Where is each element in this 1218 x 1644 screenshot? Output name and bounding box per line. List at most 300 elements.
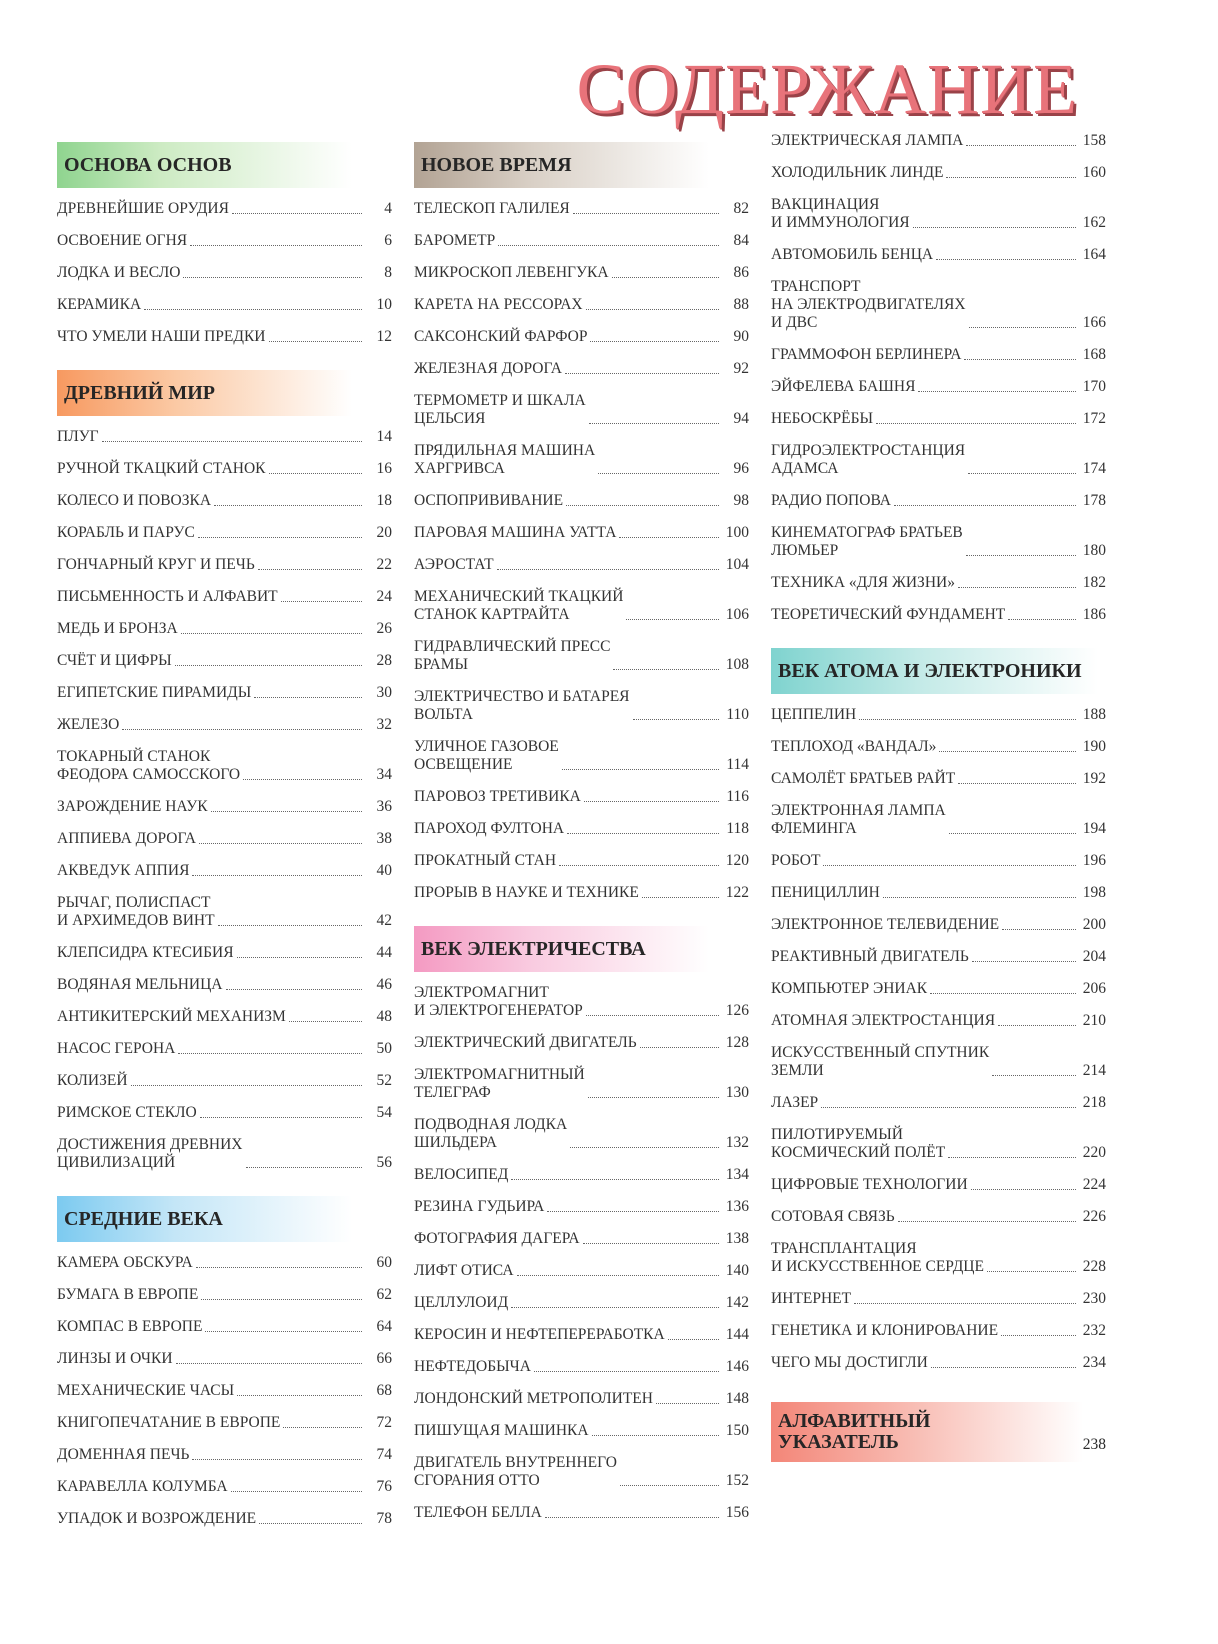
page-number: 24 bbox=[376, 588, 392, 605]
toc-section bbox=[57, 1196, 392, 1528]
toc-entry[interactable] bbox=[414, 1262, 749, 1280]
dot-leader bbox=[201, 1299, 362, 1300]
toc-entry[interactable] bbox=[771, 378, 1106, 396]
entry-title: БАРОМЕТР bbox=[414, 232, 496, 249]
dot-leader bbox=[511, 1307, 719, 1308]
toc-entry[interactable] bbox=[414, 984, 749, 1020]
section-header: СРЕДНИЕ ВЕКА bbox=[57, 1196, 352, 1242]
toc-entry[interactable] bbox=[57, 830, 392, 848]
toc-entry[interactable] bbox=[57, 232, 392, 250]
toc-entry[interactable] bbox=[414, 1166, 749, 1184]
entry-title: ТЕХНИКА «ДЛЯ ЖИЗНИ» bbox=[771, 574, 955, 591]
toc-entry[interactable] bbox=[57, 1478, 392, 1496]
toc-entry[interactable] bbox=[57, 1136, 392, 1172]
entry-title: СОТОВАЯ СВЯЗЬ bbox=[771, 1208, 895, 1225]
toc-entry[interactable] bbox=[414, 1116, 749, 1152]
entry-title: КОРАБЛЬ И ПАРУС bbox=[57, 524, 195, 541]
toc-entry[interactable] bbox=[414, 1326, 749, 1344]
entry-title: МЕДЬ И БРОНЗА bbox=[57, 620, 178, 637]
entry-title: ИСКУССТВЕННЫЙ СПУТНИК ЗЕМЛИ bbox=[771, 1044, 990, 1079]
section-header: ВЕК АТОМА И ЭЛЕКТРОНИКИ bbox=[771, 648, 1098, 694]
dot-leader bbox=[131, 1085, 362, 1086]
toc-entry[interactable] bbox=[57, 1040, 392, 1058]
page-number: 122 bbox=[725, 884, 749, 901]
page-number: 158 bbox=[1082, 132, 1106, 149]
toc-entry[interactable] bbox=[57, 1510, 392, 1528]
toc-entry[interactable] bbox=[771, 802, 1106, 838]
toc-entry[interactable] bbox=[771, 346, 1106, 364]
entry-title: МЕХАНИЧЕСКИЕ ЧАСЫ bbox=[57, 1382, 235, 1399]
dot-leader bbox=[205, 1331, 362, 1332]
page-number: 182 bbox=[1082, 574, 1106, 591]
dot-leader bbox=[859, 719, 1076, 720]
toc-entry[interactable] bbox=[771, 948, 1106, 966]
toc-entry[interactable] bbox=[57, 1318, 392, 1336]
entry-title: ЛОДКА И ВЕСЛО bbox=[57, 264, 181, 281]
toc-entry[interactable] bbox=[414, 638, 749, 674]
toc-entry[interactable] bbox=[771, 574, 1106, 592]
toc-entry[interactable] bbox=[414, 200, 749, 218]
page-number: 232 bbox=[1082, 1322, 1106, 1339]
page-number: 174 bbox=[1082, 460, 1106, 477]
page-number: 172 bbox=[1082, 410, 1106, 427]
entry-title: ЛОНДОНСКИЙ МЕТРОПОЛИТЕН bbox=[414, 1390, 653, 1407]
toc-entry[interactable] bbox=[57, 684, 392, 702]
toc-entry[interactable] bbox=[414, 884, 749, 902]
toc-entry[interactable] bbox=[414, 1390, 749, 1408]
toc-entry[interactable] bbox=[414, 588, 749, 624]
dot-leader bbox=[1008, 619, 1076, 620]
toc-entry[interactable] bbox=[771, 1012, 1106, 1030]
toc-entry[interactable] bbox=[57, 748, 392, 784]
page-number: 150 bbox=[725, 1422, 749, 1439]
toc-entry[interactable] bbox=[414, 688, 749, 724]
page-number: 104 bbox=[725, 556, 749, 573]
entry-title: РЕАКТИВНЫЙ ДВИГАТЕЛЬ bbox=[771, 948, 969, 965]
toc-entry[interactable] bbox=[771, 738, 1106, 756]
entry-title: ГИДРАВЛИЧЕСКИЙ ПРЕСС БРАМЫ bbox=[414, 638, 611, 673]
toc-entry[interactable] bbox=[57, 944, 392, 962]
toc-entry[interactable] bbox=[414, 360, 749, 378]
toc-entry[interactable] bbox=[57, 716, 392, 734]
toc-entry[interactable] bbox=[57, 200, 392, 218]
toc-entry[interactable] bbox=[414, 1454, 749, 1490]
entry-title: ДОМЕННАЯ ПЕЧЬ bbox=[57, 1446, 190, 1463]
toc-entry[interactable] bbox=[414, 1422, 749, 1440]
toc-entry[interactable] bbox=[771, 980, 1106, 998]
toc-entry[interactable] bbox=[771, 1322, 1106, 1340]
entry-title: КЕРОСИН И НЕФТЕПЕРЕРАБОТКА bbox=[414, 1326, 665, 1343]
entry-title: ЧТО УМЕЛИ НАШИ ПРЕДКИ bbox=[57, 328, 266, 345]
toc-entry[interactable] bbox=[57, 976, 392, 994]
toc-entry[interactable] bbox=[771, 852, 1106, 870]
dot-leader bbox=[570, 1147, 719, 1148]
toc-entry[interactable] bbox=[57, 460, 392, 478]
dot-leader bbox=[592, 1435, 719, 1436]
toc-entry[interactable] bbox=[414, 852, 749, 870]
page-number: 6 bbox=[384, 232, 392, 249]
page-number: 116 bbox=[726, 788, 749, 805]
dot-leader bbox=[545, 1517, 719, 1518]
dot-leader bbox=[281, 601, 362, 602]
toc-entry[interactable] bbox=[414, 1358, 749, 1376]
entry-title: ПИЛОТИРУЕМЫЙ КОСМИЧЕСКИЙ ПОЛЁТ bbox=[771, 1126, 946, 1161]
toc-entry[interactable] bbox=[57, 328, 392, 346]
dot-leader bbox=[968, 473, 1076, 474]
dot-leader bbox=[964, 359, 1076, 360]
page-number: 22 bbox=[376, 556, 392, 573]
toc-entry[interactable] bbox=[414, 738, 749, 774]
entry-title: УПАДОК И ВОЗРОЖДЕНИЕ bbox=[57, 1510, 257, 1527]
dot-leader bbox=[497, 569, 719, 570]
toc-column-2 bbox=[414, 142, 749, 1546]
dot-leader bbox=[971, 1189, 1076, 1190]
entry-title: ЛИНЗЫ И ОЧКИ bbox=[57, 1350, 173, 1367]
toc-entry[interactable] bbox=[771, 246, 1106, 264]
page-number: 224 bbox=[1082, 1176, 1106, 1193]
toc-entry[interactable] bbox=[771, 884, 1106, 902]
toc-entry[interactable] bbox=[771, 770, 1106, 788]
entry-title: МЕХАНИЧЕСКИЙ ТКАЦКИЙ СТАНОК КАРТРАЙТА bbox=[414, 588, 624, 623]
page-number: 44 bbox=[376, 944, 392, 961]
page-number: 210 bbox=[1082, 1012, 1106, 1029]
toc-entry[interactable] bbox=[414, 264, 749, 282]
page-number: 128 bbox=[725, 1034, 749, 1051]
dot-leader bbox=[948, 1157, 1076, 1158]
toc-entry[interactable] bbox=[414, 328, 749, 346]
page-number: 46 bbox=[376, 976, 392, 993]
page-number: 204 bbox=[1082, 948, 1106, 965]
toc-section bbox=[414, 142, 749, 902]
dot-leader bbox=[534, 1371, 719, 1372]
dot-leader bbox=[237, 1395, 362, 1396]
dot-leader bbox=[620, 1485, 719, 1486]
page-number: 74 bbox=[376, 1446, 392, 1463]
toc-entry[interactable] bbox=[771, 1354, 1106, 1372]
page-number: 60 bbox=[376, 1254, 392, 1271]
toc-entry[interactable] bbox=[57, 1382, 392, 1400]
dot-leader bbox=[175, 665, 362, 666]
dot-leader bbox=[211, 811, 362, 812]
toc-entry[interactable] bbox=[57, 556, 392, 574]
dot-leader bbox=[214, 505, 362, 506]
page-number: 18 bbox=[376, 492, 392, 509]
dot-leader bbox=[958, 587, 1076, 588]
entry-title: КАРАВЕЛЛА КОЛУМБА bbox=[57, 1478, 228, 1495]
dot-leader bbox=[586, 309, 719, 310]
entry-title: ЖЕЛЕЗНАЯ ДОРОГА bbox=[414, 360, 562, 377]
entry-title: ХОЛОДИЛЬНИК ЛИНДЕ bbox=[771, 164, 944, 181]
entry-title: КЛЕПСИДРА КТЕСИБИЯ bbox=[57, 944, 234, 961]
toc-entry[interactable] bbox=[57, 1414, 392, 1432]
toc-entry[interactable] bbox=[57, 894, 392, 930]
entry-title: АНТИКИТЕРСКИЙ МЕХАНИЗМ bbox=[57, 1008, 286, 1025]
entry-title: АТОМНАЯ ЭЛЕКТРОСТАНЦИЯ bbox=[771, 1012, 996, 1029]
entry-title: ЖЕЛЕЗО bbox=[57, 716, 120, 733]
toc-entry[interactable] bbox=[57, 652, 392, 670]
dot-leader bbox=[190, 245, 362, 246]
entry-title: ГИДРОЭЛЕКТРОСТАНЦИЯ АДАМСА bbox=[771, 442, 966, 477]
page-number: 28 bbox=[376, 652, 392, 669]
toc-entry[interactable] bbox=[414, 492, 749, 510]
dot-leader bbox=[931, 1367, 1076, 1368]
entry-title: ЭЛЕКТРОННОЕ ТЕЛЕВИДЕНИЕ bbox=[771, 916, 1000, 933]
toc-entry[interactable] bbox=[57, 296, 392, 314]
toc-entry[interactable] bbox=[57, 1072, 392, 1090]
dot-leader bbox=[198, 537, 362, 538]
page-number: 140 bbox=[725, 1262, 749, 1279]
toc-entry[interactable] bbox=[414, 296, 749, 314]
page-number: 190 bbox=[1082, 738, 1106, 755]
page-number: 64 bbox=[376, 1318, 392, 1335]
toc-entry[interactable] bbox=[771, 1044, 1106, 1080]
toc-entry[interactable] bbox=[771, 442, 1106, 478]
toc-entry[interactable] bbox=[57, 1008, 392, 1026]
page-number: 8 bbox=[384, 264, 392, 281]
dot-leader bbox=[192, 1459, 362, 1460]
page-number: 168 bbox=[1082, 346, 1106, 363]
entry-title: ЭЛЕКТРИЧЕСТВО И БАТАРЕЯ ВОЛЬТА bbox=[414, 688, 630, 723]
dot-leader bbox=[876, 423, 1076, 424]
page-number: 48 bbox=[376, 1008, 392, 1025]
entry-title: КАМЕРА ОБСКУРА bbox=[57, 1254, 193, 1271]
toc-entry[interactable] bbox=[771, 606, 1106, 624]
toc-entry[interactable] bbox=[414, 442, 749, 478]
page-number: 40 bbox=[376, 862, 392, 879]
dot-leader bbox=[613, 669, 719, 670]
toc-entry[interactable] bbox=[771, 278, 1106, 332]
page-number: 218 bbox=[1082, 1094, 1106, 1111]
toc-column-3 bbox=[771, 132, 1106, 1462]
page-number: 198 bbox=[1082, 884, 1106, 901]
entry-title: РОБОТ bbox=[771, 852, 821, 869]
dot-leader bbox=[181, 633, 362, 634]
dot-leader bbox=[231, 1491, 362, 1492]
toc-entry[interactable] bbox=[57, 1286, 392, 1304]
toc-entry[interactable] bbox=[771, 1240, 1106, 1276]
dot-leader bbox=[183, 277, 362, 278]
toc-entry[interactable] bbox=[414, 1066, 749, 1102]
entry-title: ЭЛЕКТРОМАГНИТНЫЙ ТЕЛЕГРАФ bbox=[414, 1066, 585, 1101]
page-number: 30 bbox=[376, 684, 392, 701]
dot-leader bbox=[199, 843, 362, 844]
section-header: НОВОЕ ВРЕМЯ bbox=[414, 142, 709, 188]
entry-title: КОМПЬЮТЕР ЭНИАК bbox=[771, 980, 928, 997]
toc-entry[interactable] bbox=[414, 1034, 749, 1052]
toc-entry[interactable] bbox=[57, 428, 392, 446]
toc-entry[interactable] bbox=[57, 264, 392, 282]
entry-title: ПЕНИЦИЛЛИН bbox=[771, 884, 880, 901]
toc-entry[interactable] bbox=[771, 132, 1106, 150]
toc-entry[interactable] bbox=[771, 196, 1106, 232]
toc-entry[interactable] bbox=[57, 1446, 392, 1464]
dot-leader bbox=[821, 1107, 1076, 1108]
dot-leader bbox=[1002, 929, 1076, 930]
page-number: 54 bbox=[376, 1104, 392, 1121]
toc-entry[interactable] bbox=[771, 706, 1106, 724]
entry-title: ЦЕППЕЛИН bbox=[771, 706, 857, 723]
dot-leader bbox=[517, 1275, 719, 1276]
entry-title: АВТОМОБИЛЬ БЕНЦА bbox=[771, 246, 934, 263]
page-number: 106 bbox=[725, 606, 749, 623]
dot-leader bbox=[987, 1271, 1076, 1272]
entry-title: САКСОНСКИЙ ФАРФОР bbox=[414, 328, 588, 345]
entry-title: ПИШУЩАЯ МАШИНКА bbox=[414, 1422, 589, 1439]
entry-title: ТРАНСПЛАНТАЦИЯ И ИСКУССТВЕННОЕ СЕРДЦЕ bbox=[771, 1240, 984, 1275]
page-number: 138 bbox=[725, 1230, 749, 1247]
entry-title: ЭЙФЕЛЕВА БАШНЯ bbox=[771, 378, 916, 395]
entry-title: ТЕЛЕФОН БЕЛЛА bbox=[414, 1504, 542, 1521]
toc-entry[interactable] bbox=[414, 392, 749, 428]
toc-entry[interactable] bbox=[414, 232, 749, 250]
entry-title: ПРОРЫВ В НАУКЕ И ТЕХНИКЕ bbox=[414, 884, 639, 901]
page-number: 178 bbox=[1082, 492, 1106, 509]
page-number: 72 bbox=[376, 1414, 392, 1431]
entry-title: РАДИО ПОПОВА bbox=[771, 492, 891, 509]
entry-title: ЕГИПЕТСКИЕ ПИРАМИДЫ bbox=[57, 684, 252, 701]
toc-entry[interactable] bbox=[57, 798, 392, 816]
page-number: 114 bbox=[726, 756, 749, 773]
section-header: ОСНОВА ОСНОВ bbox=[57, 142, 352, 188]
page-number: 226 bbox=[1082, 1208, 1106, 1225]
page-number: 228 bbox=[1082, 1258, 1106, 1275]
dot-leader bbox=[196, 1267, 362, 1268]
page-number: 188 bbox=[1082, 706, 1106, 723]
page-number: 164 bbox=[1082, 246, 1106, 263]
page-number: 162 bbox=[1082, 214, 1106, 231]
toc-entry[interactable] bbox=[414, 1230, 749, 1248]
dot-leader bbox=[972, 961, 1076, 962]
dot-leader bbox=[122, 729, 362, 730]
toc-entry[interactable] bbox=[414, 524, 749, 542]
entry-title: ЭЛЕКТРОННАЯ ЛАМПА ФЛЕМИНГА bbox=[771, 802, 946, 837]
page-number: 92 bbox=[733, 360, 749, 377]
dot-leader bbox=[559, 865, 719, 866]
toc-entry[interactable] bbox=[771, 1290, 1106, 1308]
toc-entry[interactable] bbox=[414, 1504, 749, 1522]
dot-leader bbox=[218, 925, 362, 926]
entry-title: ТОКАРНЫЙ СТАНОК ФЕОДОРА САМОССКОГО bbox=[57, 748, 241, 783]
page-number: 52 bbox=[376, 1072, 392, 1089]
toc-entry[interactable] bbox=[414, 556, 749, 574]
toc-entry[interactable] bbox=[771, 410, 1106, 428]
toc-column-1 bbox=[57, 142, 392, 1552]
dot-leader bbox=[626, 619, 719, 620]
toc-entry[interactable] bbox=[57, 492, 392, 510]
toc-entry[interactable] bbox=[771, 492, 1106, 510]
toc-entry[interactable] bbox=[57, 524, 392, 542]
entry-title: РЫЧАГ, ПОЛИСПАСТ И АРХИМЕДОВ ВИНТ bbox=[57, 894, 215, 929]
toc-entry[interactable] bbox=[57, 1104, 392, 1122]
dot-leader bbox=[619, 537, 719, 538]
dot-leader bbox=[498, 245, 719, 246]
dot-leader bbox=[283, 1427, 362, 1428]
entry-title: ГРАММОФОН БЕРЛИНЕРА bbox=[771, 346, 962, 363]
dot-leader bbox=[883, 897, 1076, 898]
dot-leader bbox=[226, 989, 362, 990]
page-number: 12 bbox=[376, 328, 392, 345]
toc-entry[interactable] bbox=[414, 788, 749, 806]
entry-title: НЕФТЕДОБЫЧА bbox=[414, 1358, 531, 1375]
page-number: 66 bbox=[376, 1350, 392, 1367]
toc-entry[interactable] bbox=[414, 1198, 749, 1216]
entry-title: АКВЕДУК АППИЯ bbox=[57, 862, 190, 879]
entry-title: ТЕЛЕСКОП ГАЛИЛЕЯ bbox=[414, 200, 570, 217]
dot-leader bbox=[969, 327, 1076, 328]
entry-title: ТЕРМОМЕТР И ШКАЛА ЦЕЛЬСИЯ bbox=[414, 392, 586, 427]
entry-title: ПЛУГ bbox=[57, 428, 99, 445]
dot-leader bbox=[200, 1117, 362, 1118]
page-number: 206 bbox=[1082, 980, 1106, 997]
entry-title: ПАРОВОЗ ТРЕТИВИКА bbox=[414, 788, 581, 805]
dot-leader bbox=[565, 373, 719, 374]
toc-entry[interactable] bbox=[771, 916, 1106, 934]
dot-leader bbox=[898, 1221, 1076, 1222]
toc-entry[interactable] bbox=[771, 1176, 1106, 1194]
dot-leader bbox=[936, 259, 1076, 260]
toc-entry[interactable] bbox=[771, 164, 1106, 182]
entry-title: КНИГОПЕЧАТАНИЕ В ЕВРОПЕ bbox=[57, 1414, 281, 1431]
section-header: ДРЕВНИЙ МИР bbox=[57, 370, 352, 416]
page-number: 130 bbox=[725, 1084, 749, 1101]
toc-entry[interactable] bbox=[57, 1350, 392, 1368]
dot-leader bbox=[246, 1167, 363, 1168]
toc-section bbox=[57, 142, 392, 346]
entry-title: БУМАГА В ЕВРОПЕ bbox=[57, 1286, 199, 1303]
entry-title: ЦЕЛЛУЛОИД bbox=[414, 1294, 509, 1311]
toc-section bbox=[771, 132, 1106, 624]
toc-entry[interactable] bbox=[771, 524, 1106, 560]
dot-leader bbox=[590, 341, 719, 342]
dot-leader bbox=[633, 719, 719, 720]
entry-title: АЭРОСТАТ bbox=[414, 556, 494, 573]
page-number: 86 bbox=[733, 264, 749, 281]
dot-leader bbox=[586, 1015, 719, 1016]
entry-title: ЦИФРОВЫЕ ТЕХНОЛОГИИ bbox=[771, 1176, 968, 1193]
entry-title: ГЕНЕТИКА И КЛОНИРОВАНИЕ bbox=[771, 1322, 999, 1339]
toc-entry[interactable] bbox=[57, 1254, 392, 1272]
toc-entry[interactable] bbox=[771, 1208, 1106, 1226]
dot-leader bbox=[144, 309, 362, 310]
dot-leader bbox=[656, 1403, 719, 1404]
dot-leader bbox=[598, 473, 719, 474]
page-number: 4 bbox=[384, 200, 392, 217]
entry-title: ПОДВОДНАЯ ЛОДКА ШИЛЬДЕРА bbox=[414, 1116, 568, 1151]
dot-leader bbox=[237, 957, 362, 958]
toc-entry[interactable] bbox=[771, 1094, 1106, 1112]
toc-entry[interactable] bbox=[57, 588, 392, 606]
page-number: 160 bbox=[1082, 164, 1106, 181]
toc-entry[interactable] bbox=[414, 1294, 749, 1312]
entry-title: ФОТОГРАФИЯ ДАГЕРА bbox=[414, 1230, 580, 1247]
toc-entry[interactable] bbox=[414, 820, 749, 838]
entry-title: КОЛИЗЕЙ bbox=[57, 1072, 128, 1089]
entry-title: ГОНЧАРНЫЙ КРУГ И ПЕЧЬ bbox=[57, 556, 255, 573]
toc-entry[interactable] bbox=[771, 1126, 1106, 1162]
entry-title: КОМПАС В ЕВРОПЕ bbox=[57, 1318, 203, 1335]
toc-entry[interactable] bbox=[57, 862, 392, 880]
toc-entry[interactable] bbox=[57, 620, 392, 638]
entry-title: ПРОКАТНЫЙ СТАН bbox=[414, 852, 557, 869]
alphabetical-index-entry[interactable] bbox=[771, 1402, 1106, 1462]
page-number: 34 bbox=[376, 766, 392, 783]
entry-title: ПИСЬМЕННОСТЬ И АЛФАВИТ bbox=[57, 588, 278, 605]
page-number: 126 bbox=[725, 1002, 749, 1019]
toc-section bbox=[414, 926, 749, 1522]
dot-leader bbox=[243, 779, 362, 780]
page-number: 166 bbox=[1082, 314, 1106, 331]
dot-leader bbox=[259, 1523, 362, 1524]
